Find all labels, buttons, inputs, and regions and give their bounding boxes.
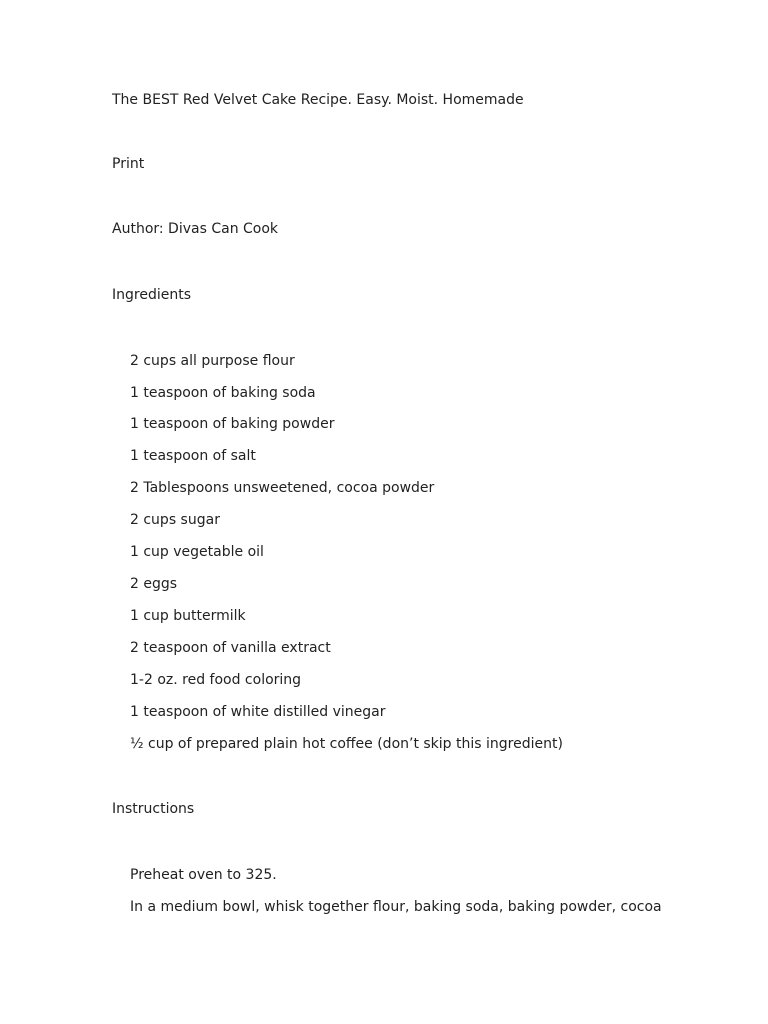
ingredient-item: 2 Tablespoons unsweetened, cocoa powder bbox=[130, 480, 435, 496]
ingredient-item: 2 eggs bbox=[130, 576, 178, 592]
instruction-step: Preheat oven to 325. bbox=[130, 867, 277, 883]
ingredient-item: 1-2 oz. red food coloring bbox=[130, 672, 302, 688]
ingredients-heading: Ingredients bbox=[112, 287, 191, 303]
ingredient-item: 1 teaspoon of baking soda bbox=[130, 385, 316, 401]
ingredient-item: 2 teaspoon of vanilla extract bbox=[130, 640, 331, 656]
ingredient-item: 1 teaspoon of baking powder bbox=[130, 416, 335, 432]
recipe-title: The BEST Red Velvet Cake Recipe. Easy. Moist. Homemade bbox=[112, 92, 524, 108]
ingredient-item: 2 cups sugar bbox=[130, 512, 220, 528]
instructions-heading: Instructions bbox=[112, 801, 195, 817]
print-link[interactable]: Print bbox=[112, 156, 145, 172]
ingredient-item: 2 cups all purpose flour bbox=[130, 353, 295, 369]
ingredient-item: 1 teaspoon of white distilled vinegar bbox=[130, 704, 386, 720]
ingredient-item: ½ cup of prepared plain hot coffee (don’t skip this ingredient) bbox=[130, 736, 563, 752]
ingredient-item: 1 teaspoon of salt bbox=[130, 448, 256, 464]
recipe-author: Author: Divas Can Cook bbox=[112, 221, 279, 237]
instruction-step: In a medium bowl, whisk together flour, baking soda, baking powder, cocoa bbox=[130, 899, 662, 915]
ingredient-item: 1 cup buttermilk bbox=[130, 608, 246, 624]
ingredient-item: 1 cup vegetable oil bbox=[130, 544, 264, 560]
